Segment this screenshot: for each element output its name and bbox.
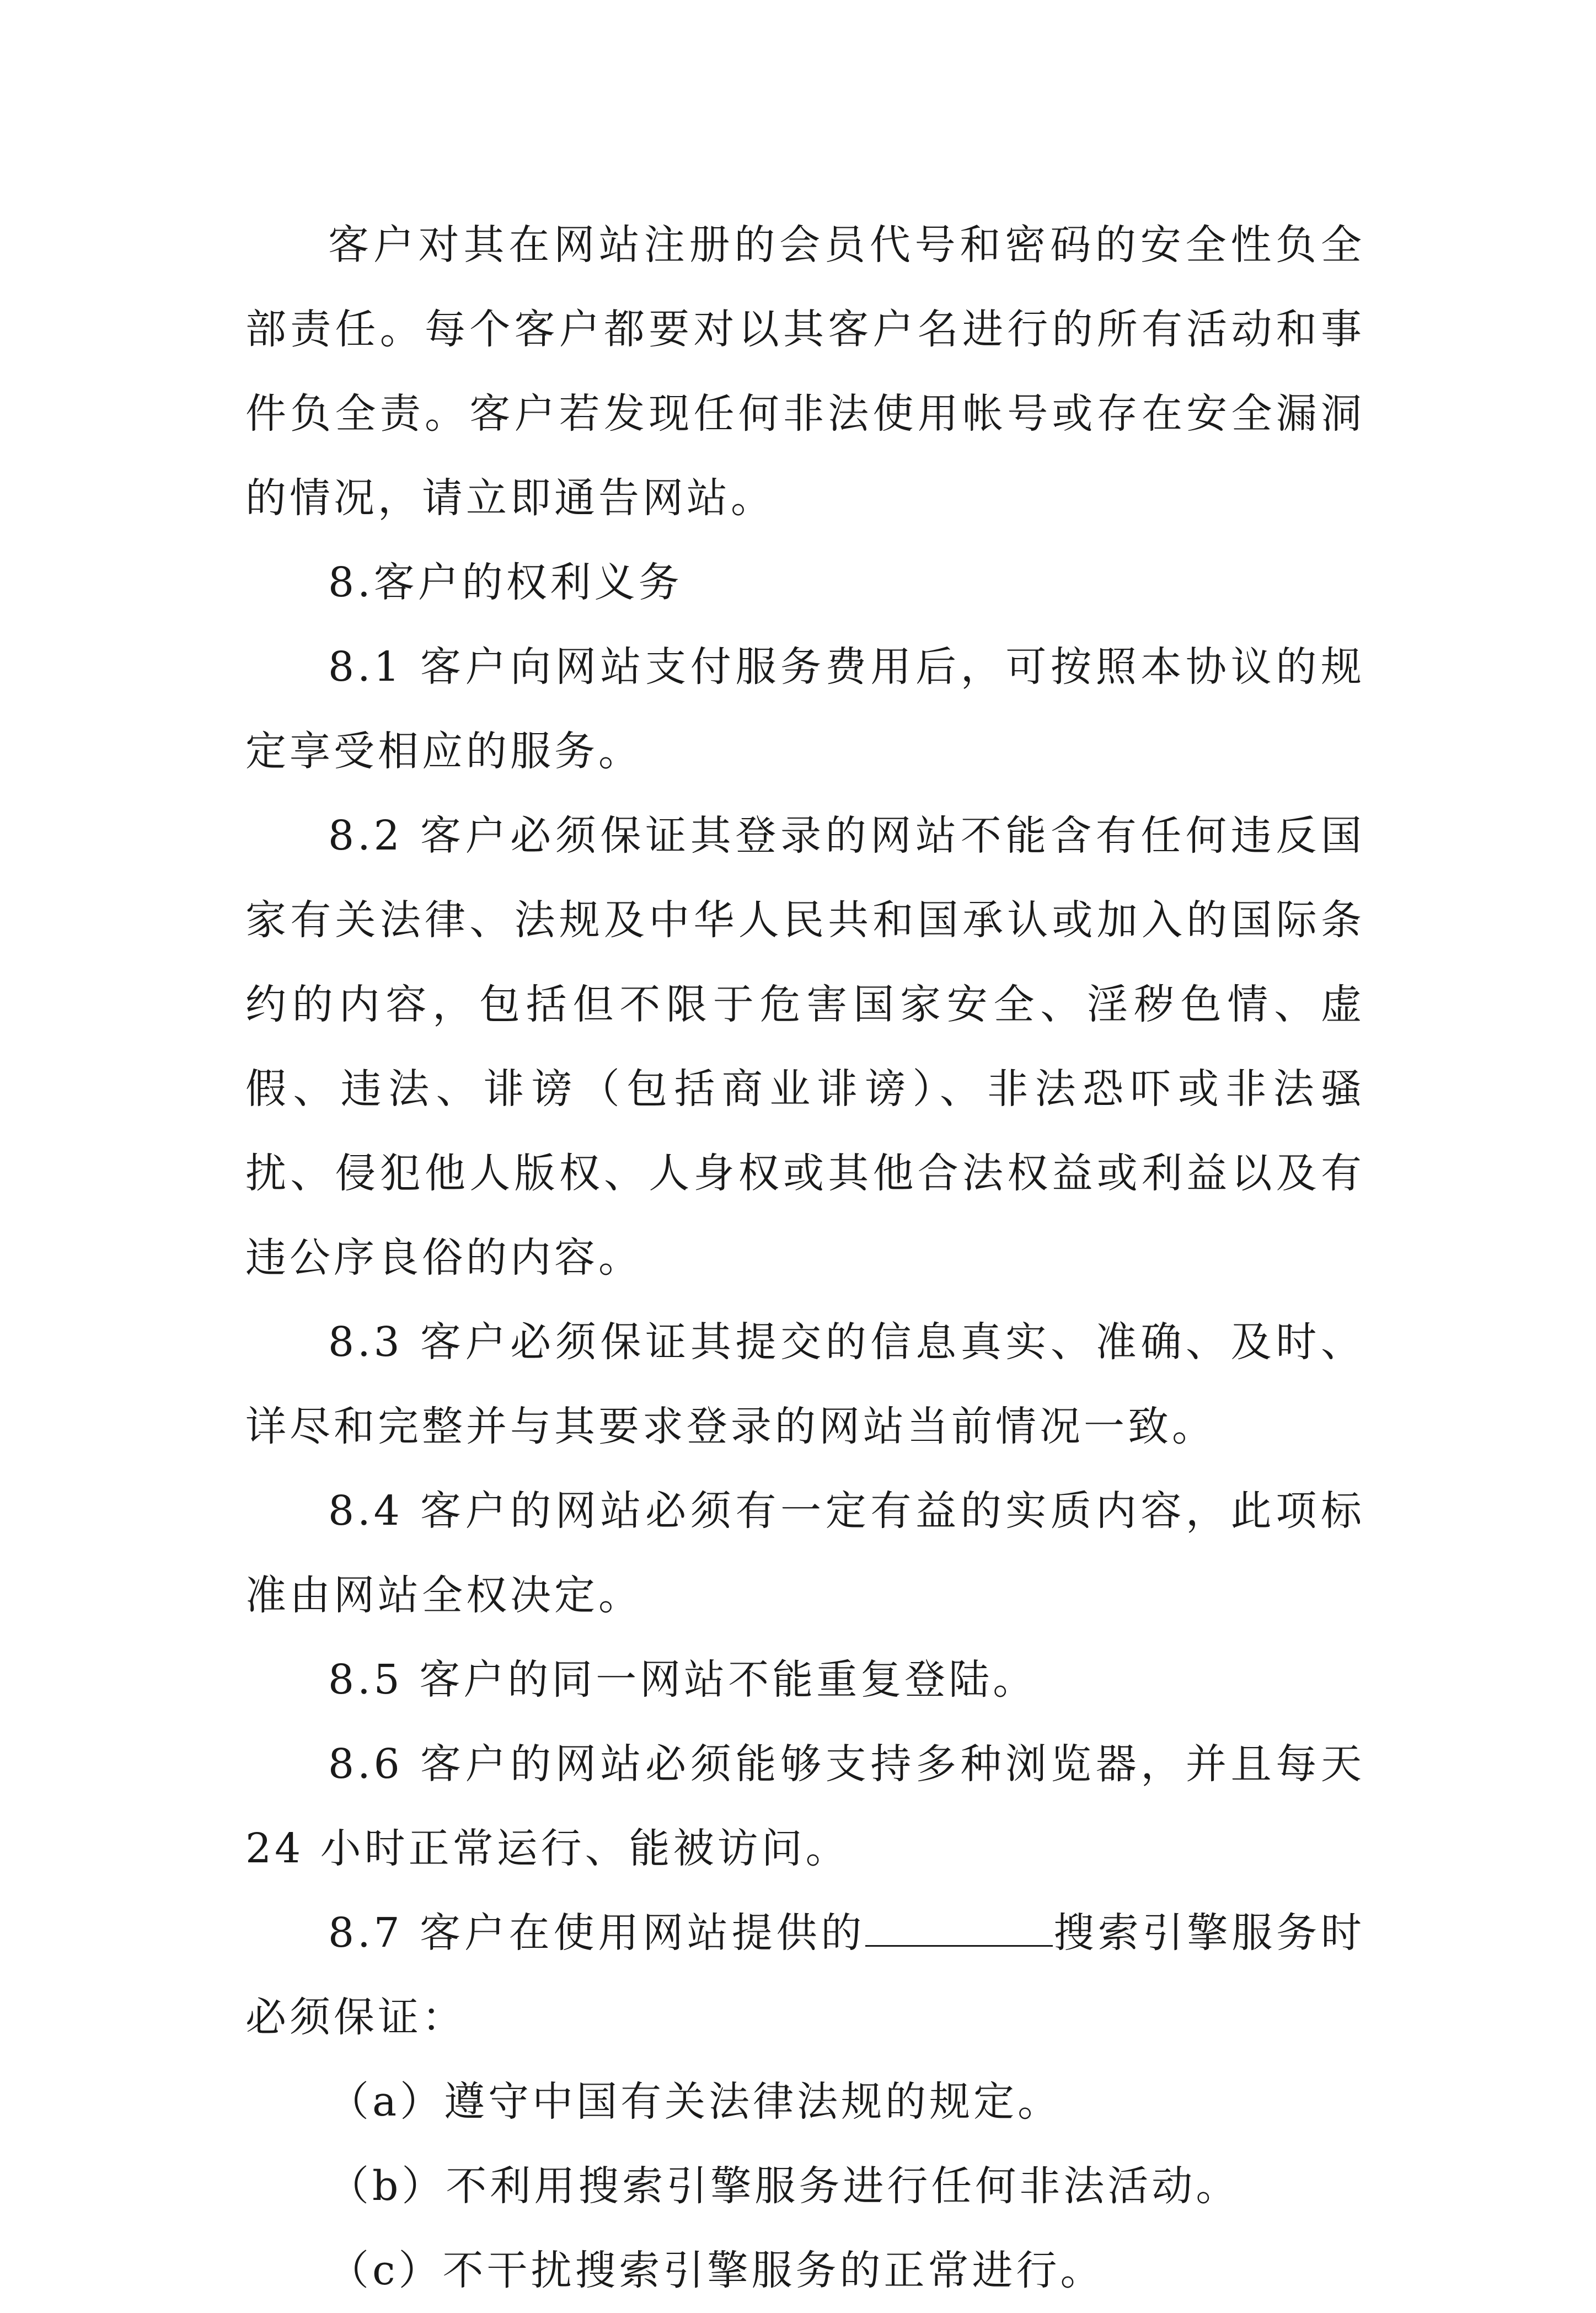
- fill-in-blank-line: [865, 1912, 1053, 1947]
- list-item-c: （c）不干扰搜索引擎服务的正常进行。: [328, 2247, 1105, 2294]
- clause-8-6: 8.6 客户的网站必须能够支持多种浏览器，并且每天 24 小时正常运行、能被访问。: [245, 1740, 1365, 1872]
- clause-8-3: 8.3 客户必须保证其提交的信息真实、准确、及时、详尽和完整并与其要求登录的网站当前情况一致。: [245, 1318, 1365, 1450]
- clause-8-7-text-before: 8.7 客户在使用网站提供的: [328, 1909, 866, 1957]
- clause-8-4: 8.4 客户的网站必须有一定有益的实质内容，此项标准由网站全权决定。: [245, 1487, 1365, 1619]
- section-heading-8: 8.客户的权利义务: [328, 559, 683, 606]
- paragraph-account-security: 客户对其在网站注册的会员代号和密码的安全性负全部责任。每个客户都要对以其客户名进行的所有活动和事件负全责。客户若发现任何非法使用帐号或存在安全漏洞的情况，请立即通告网站。: [245, 221, 1365, 522]
- clause-8-7: [245, 1891, 1365, 2060]
- clause-8-1: 8.1 客户向网站支付服务费用后，可按照本协议的规定享受相应的服务。: [245, 643, 1365, 775]
- document-body: [245, 203, 1365, 2313]
- clause-8-7-text-after: 搜索引擎服务时必须保证：: [245, 1909, 1365, 2041]
- list-item-a: （a）遵守中国有关法律法规的规定。: [328, 2078, 1062, 2125]
- clause-8-2: 8.2 客户必须保证其登录的网站不能含有任何违反国家有关法律、法规及中华人民共和国承认或加入的国际条约的内容，包括但不限于危害国家安全、淫秽色情、虚假、违法、诽谤（包括商业诽谤）、非法恐吓或非法骚扰、侵犯他人版权、人身权或其他合法权益或利益以及有违公序良俗的内容。: [245, 812, 1365, 1281]
- clause-8-5: 8.5 客户的同一网站不能重复登陆。: [328, 1656, 1037, 1703]
- list-item-b: （b）不利用搜索引擎服务进行任何非法活动。: [328, 2162, 1240, 2210]
